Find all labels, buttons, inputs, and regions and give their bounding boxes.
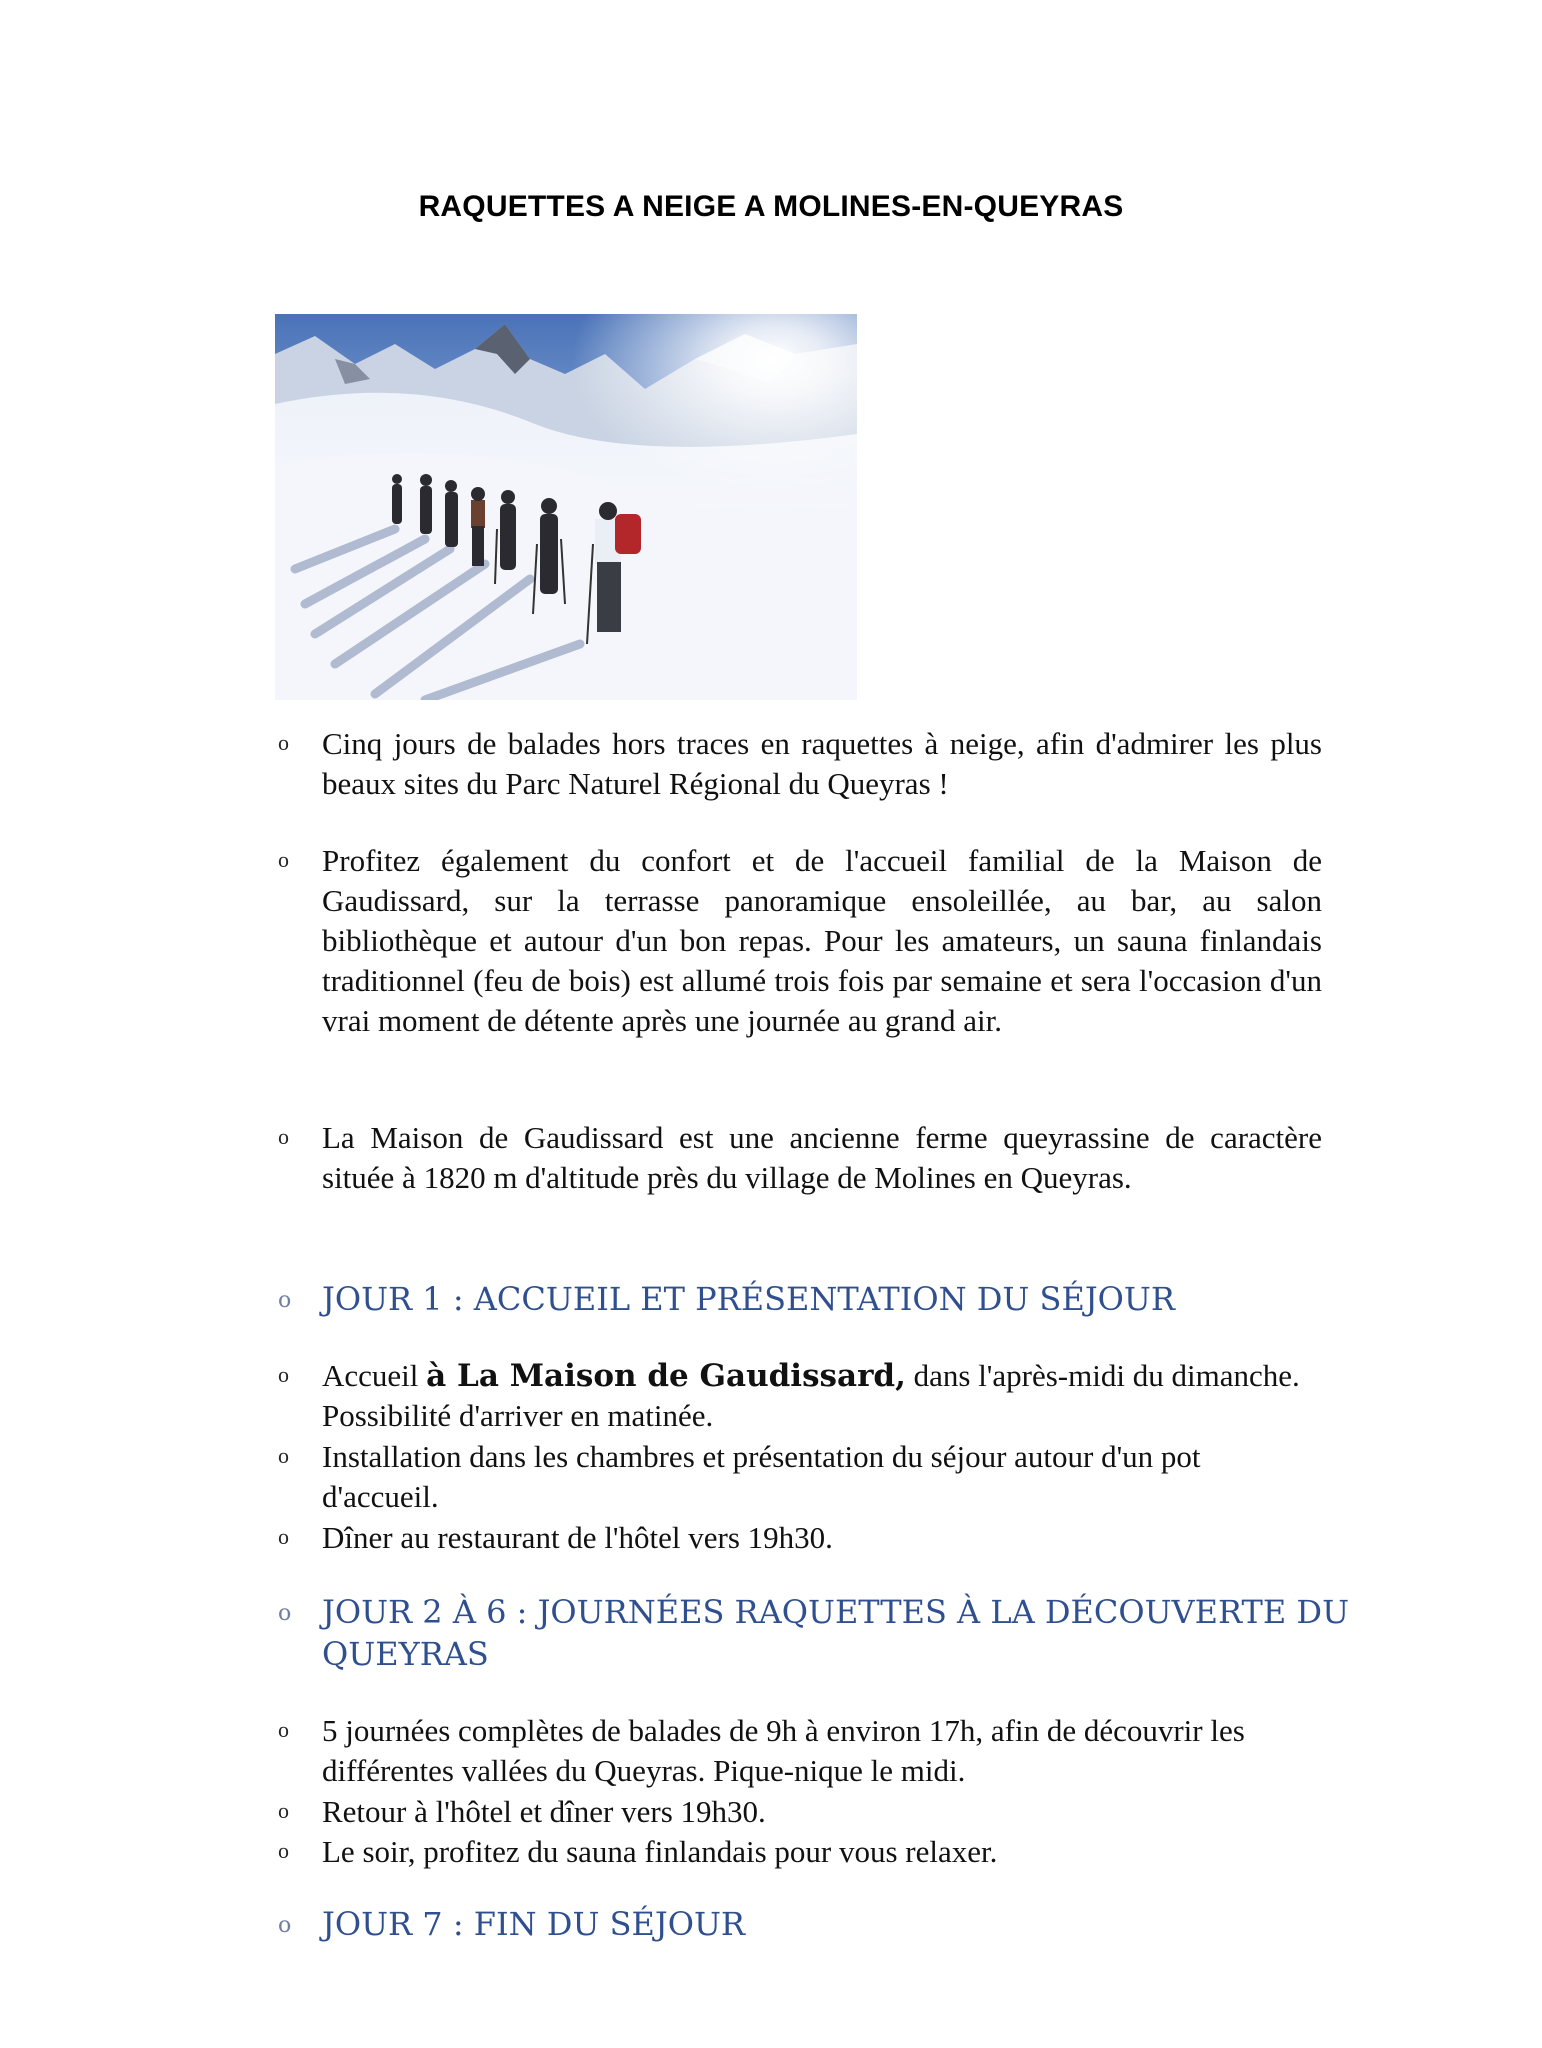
day2to6-heading: JOUR 2 À 6 : JOURNÉES RAQUETTES À LA DÉCOUVERTE DU QUEYRAS [322,1593,1350,1673]
day1-item-arrival: Accueil à La Maison de Gaudissard, dans l'après-midi du dimanche. Possibilité d'arriver en matinée. [322,1358,1300,1433]
bullet-icon: o [278,730,289,755]
bullet-icon: o [278,1124,289,1149]
bullet-icon: o [278,1443,289,1468]
bullet-icon: o [278,1798,289,1823]
day2to6-item-outings: 5 journées complètes de balades de 9h à environ 17h, afin de découvrir les différentes vallées du Queyras. Pique-nique le midi. [322,1713,1245,1788]
bullet-icon: o [278,1362,289,1387]
day1-item-dinner: Dîner au restaurant de l'hôtel vers 19h30. [322,1520,833,1555]
day7-heading: JOUR 7 : FIN DU SÉJOUR [322,1905,745,1943]
maison-paragraph: La Maison de Gaudissard est une ancienne ferme queyrassine de caractère située à 1820 m d'altitude près du village de Molines en Queyras. [322,1120,1322,1195]
bullet-icon: o [278,1913,292,1938]
bullet-icon: o [278,1601,292,1626]
bullet-icon: o [278,1717,289,1742]
day2to6-item-sauna: Le soir, profitez du sauna finlandais pour vous relaxer. [322,1834,998,1869]
bullet-icon: o [278,1288,292,1313]
day1-heading: JOUR 1 : ACCUEIL ET PRÉSENTATION DU SÉJOUR [322,1280,1175,1318]
day2to6-item-return: Retour à l'hôtel et dîner vers 19h30. [322,1794,766,1829]
snowshoe-hikers-photo [275,314,857,700]
bullet-icon: o [278,847,289,872]
comfort-paragraph: Profitez également du confort et de l'accueil familial de la Maison de Gaudissard, sur la terrasse panoramique ensoleillée, au bar, au salon bibliothèque et autour d'un bon repas. Pour les amateurs, un sauna finlandais traditionnel (feu de bois) est allumé trois fois par semaine et sera l'occasion d'un vrai moment de détente après une journée au grand air. [322,843,1322,1038]
intro-paragraph: Cinq jours de balades hors traces en raquettes à neige, afin d'admirer les plus beaux sites du Parc Naturel Régional du Queyras ! [322,726,1322,801]
page-title: RAQUETTES A NEIGE A MOLINES-EN-QUEYRAS [418,190,1124,223]
bullet-icon: o [278,1524,289,1549]
bullet-icon: o [278,1838,289,1863]
day1-item-installation: Installation dans les chambres et présentation du séjour autour d'un pot d'accueil. [322,1439,1201,1514]
